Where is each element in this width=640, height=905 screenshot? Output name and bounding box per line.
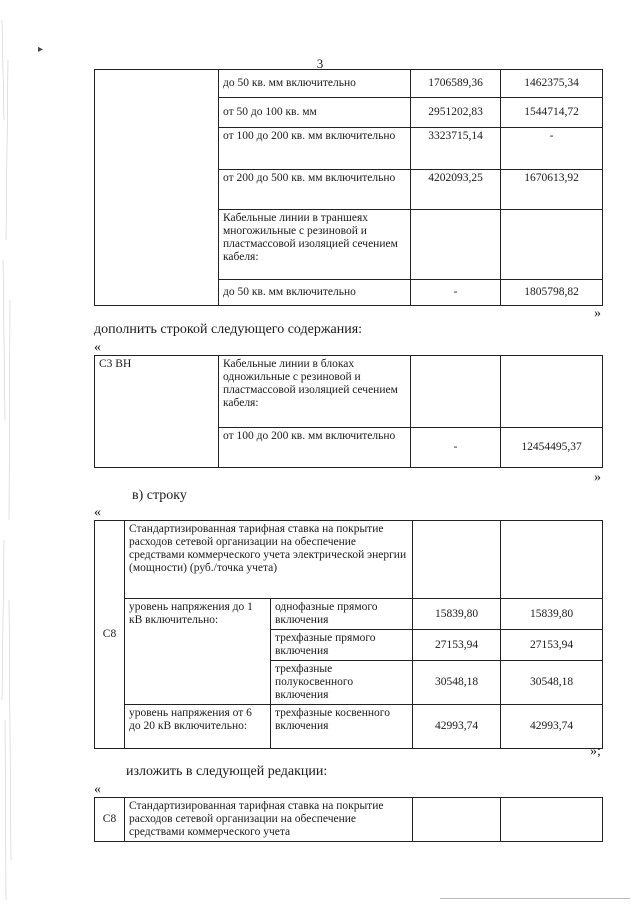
value-cell: - — [411, 280, 501, 306]
row-desc: до 50 кв. мм включительно — [219, 70, 411, 98]
table-row — [95, 798, 603, 842]
section-heading: в) строку — [132, 488, 187, 503]
value-cell: 27153,94 — [413, 630, 501, 661]
row-desc: Кабельные линии в блоках одножильные с резиновой и пластмассовой изоляцией сечением кабеля: — [219, 356, 411, 428]
instruction-text: изложить в следующей редакции: — [126, 764, 328, 779]
margin-mark: ▸ — [38, 44, 44, 55]
cable-table-addition — [94, 355, 603, 468]
value-cell: 4202093,25 — [411, 170, 501, 210]
value-cell: 1706589,36 — [411, 70, 501, 98]
value-cell: 42993,74 — [413, 705, 501, 749]
meter-type: трехфазные прямого включения — [271, 630, 413, 661]
instruction-text: дополнить строкой следующего содержания: — [94, 322, 363, 337]
row-desc: до 50 кв. мм включительно — [219, 280, 411, 306]
row-desc: от 50 до 100 кв. мм — [219, 98, 411, 128]
row-desc: Кабельные линии в траншеях многожильные с резиновой и пластмассовой изоляцией сечением кабеля: — [219, 210, 411, 280]
value-cell: - — [411, 428, 501, 468]
code-cell: С8 — [95, 798, 125, 842]
meter-type: трехфазные косвенного включения — [271, 705, 413, 749]
table-row — [95, 705, 603, 749]
value-cell — [411, 356, 501, 428]
value-cell: 30548,18 — [413, 661, 501, 705]
table-row — [95, 70, 603, 98]
value-cell — [501, 210, 603, 280]
value-cell: 2951202,83 — [411, 98, 501, 128]
voltage-level: уровень напряжения от 6 до 20 кВ включительно: — [125, 705, 271, 749]
value-cell: 1670613,92 — [501, 170, 603, 210]
row-desc: от 200 до 500 кв. мм включительно — [219, 170, 411, 210]
value-cell — [413, 798, 501, 842]
value-cell: 15839,80 — [413, 599, 501, 630]
value-cell — [413, 521, 501, 599]
open-quote: « — [94, 782, 101, 797]
rate-title: Стандартизированная тарифная ставка на покрытие расходов сетевой организации на обеспечение средствами коммерческого учета — [125, 798, 413, 842]
table-row — [95, 521, 603, 599]
code-cell: С3 ВН — [95, 356, 219, 468]
value-cell: 3323715,14 — [411, 128, 501, 170]
meter-type: трехфазные полукосвенного включения — [271, 661, 413, 705]
metering-rate-table — [94, 520, 603, 749]
value-cell: 27153,94 — [501, 630, 603, 661]
value-cell — [501, 798, 603, 842]
row-desc: от 100 до 200 кв. мм включительно — [219, 128, 411, 170]
metering-rate-table-new — [94, 797, 603, 842]
empty-code-cell — [95, 70, 219, 306]
rate-title: Стандартизированная тарифная ставка на покрытие расходов сетевой организации на обеспечение средствами коммерческого учета электрической энергии (мощности) (руб./точка учета) — [125, 521, 413, 599]
value-cell: - — [501, 128, 603, 170]
meter-type: однофазные прямого включения — [271, 599, 413, 630]
close-quote: » — [594, 306, 601, 321]
close-quote: »; — [590, 744, 601, 759]
value-cell: 1462375,34 — [501, 70, 603, 98]
value-cell — [501, 356, 603, 428]
page-number: 3 — [316, 56, 324, 71]
value-cell — [501, 521, 603, 599]
table-row — [95, 599, 603, 630]
value-cell — [411, 210, 501, 280]
cable-table-continuation — [94, 69, 603, 306]
value-cell: 1544714,72 — [501, 98, 603, 128]
table-row — [95, 356, 603, 428]
value-cell: 15839,80 — [501, 599, 603, 630]
value-cell: 1805798,82 — [501, 280, 603, 306]
value-cell: 12454495,37 — [501, 428, 603, 468]
row-desc: от 100 до 200 кв. мм включительно — [219, 428, 411, 468]
voltage-level: уровень напряжения до 1 кВ включительно: — [125, 599, 271, 705]
open-quote: « — [94, 340, 101, 355]
value-cell: 30548,18 — [501, 661, 603, 705]
code-cell: С8 — [95, 521, 125, 749]
close-quote: » — [594, 470, 601, 485]
scan-edge-noise — [0, 0, 16, 905]
open-quote: « — [94, 505, 101, 520]
value-cell: 42993,74 — [501, 705, 603, 749]
scan-bottom-line — [440, 898, 630, 899]
